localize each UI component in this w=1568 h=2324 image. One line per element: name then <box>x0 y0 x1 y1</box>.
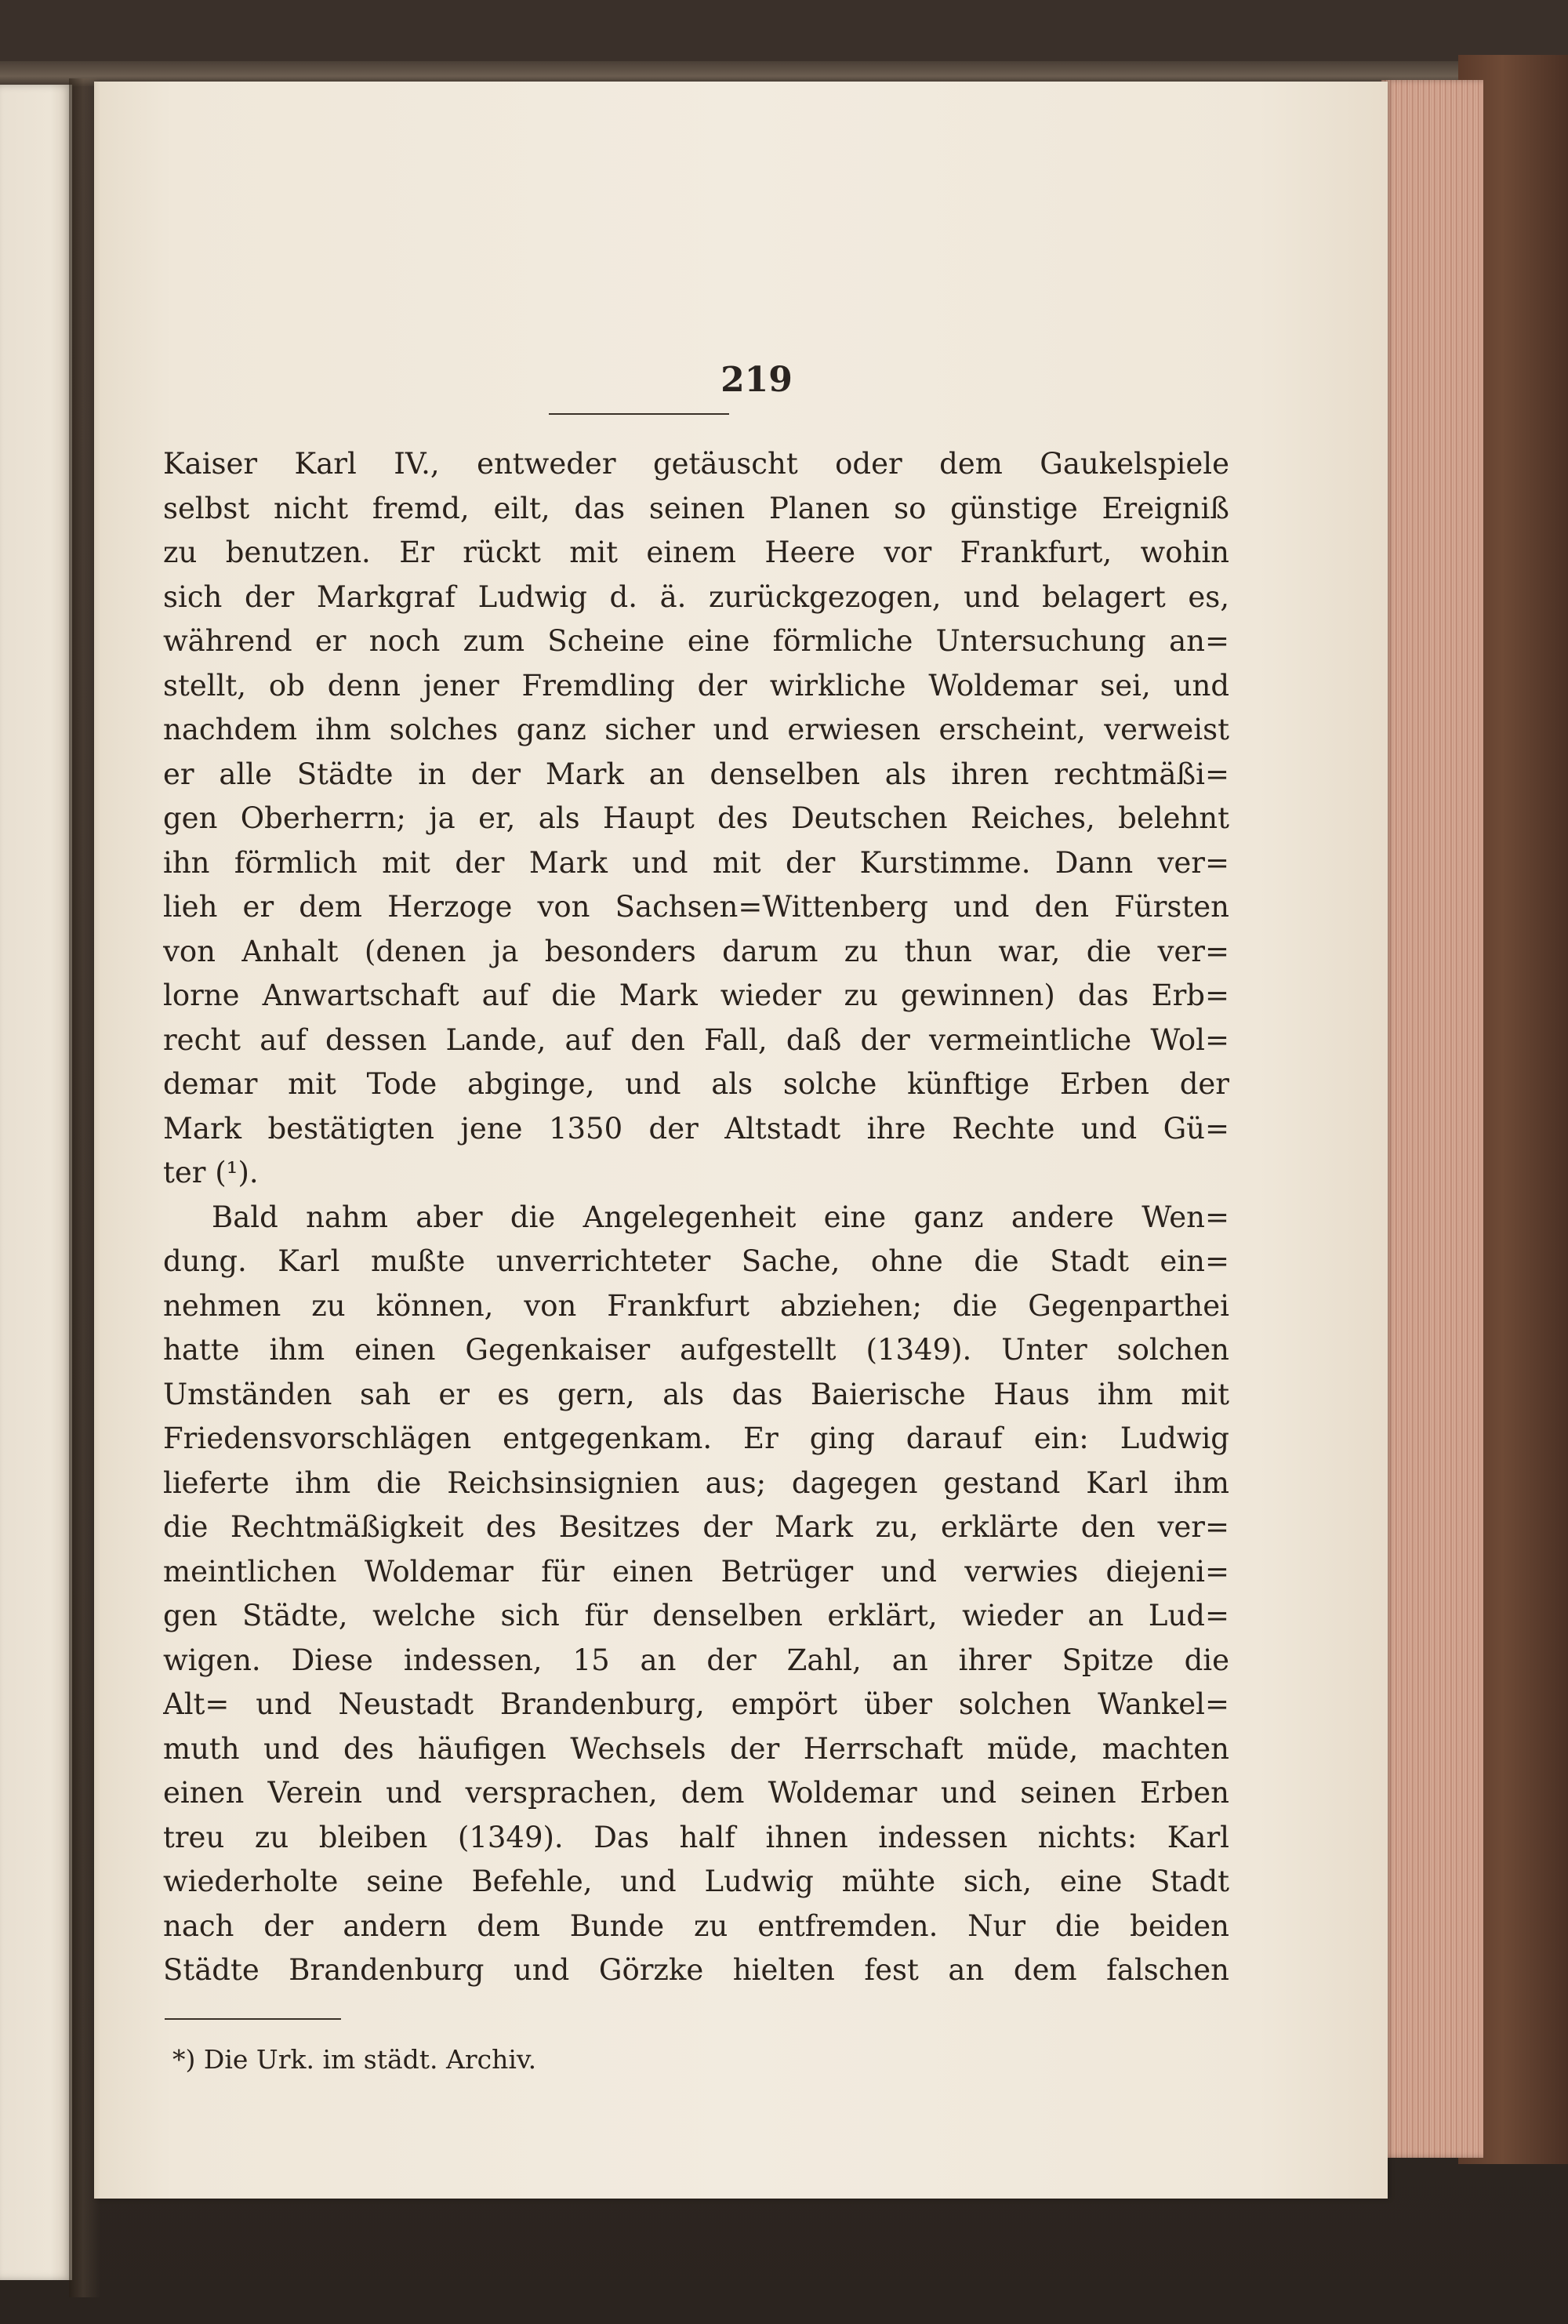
text-line: die Rechtmäßigkeit des Besitzes der Mark zu, erklärte den ver= <box>163 1510 1229 1544</box>
page-number: 219 <box>720 360 793 400</box>
text-line: Bald nahm aber die Angelegenheit eine ganz andere Wen= <box>212 1200 1229 1234</box>
footnote-rule <box>165 2018 341 2020</box>
footnote: *) Die Urk. im städt. Archiv. <box>172 2044 537 2075</box>
text-line: gen Oberherrn; ja er, als Haupt des Deutschen Reiches, belehnt <box>163 801 1229 835</box>
text-line: einen Verein und versprachen, dem Woldemar und seinen Erben <box>163 1776 1229 1810</box>
text-line: lieferte ihm die Reichsinsignien aus; dagegen gestand Karl ihm <box>163 1465 1229 1500</box>
text-line: dung. Karl mußte unverrichteter Sache, ohne die Stadt ein= <box>163 1244 1229 1278</box>
text-line: Mark bestätigten jene 1350 der Altstadt ihre Rechte und Gü= <box>163 1111 1229 1146</box>
text-line: während er noch zum Scheine eine förmliche Untersuchung an= <box>163 624 1229 658</box>
text-line: ihn förmlich mit der Mark und mit der Kurstimme. Dann ver= <box>163 845 1229 880</box>
text-line: nachdem ihm solches ganz sicher und erwiesen erscheint, verweist <box>163 713 1229 746</box>
text-line: zu benutzen. Er rückt mit einem Heere vor Frankfurt, wohin <box>163 536 1229 569</box>
text-line: treu zu bleiben (1349). Das half ihnen indessen nichts: Karl <box>163 1820 1229 1854</box>
text-line: nehmen zu können, von Frankfurt abziehen; die Gegenparthei <box>163 1288 1229 1323</box>
gutter-shadow <box>69 78 100 2297</box>
text-line: gen Städte, welche sich für denselben erklärt, wieder an Lud= <box>163 1599 1229 1632</box>
text-line: sich der Markgraf Ludwig d. ä. zurückgezogen, und belagert es, <box>163 579 1229 614</box>
body-text <box>163 442 1229 1993</box>
text-line: ter (¹). <box>163 1156 259 1189</box>
text-line: nach der andern dem Bunde zu entfremden. Nur die beiden <box>163 1908 1229 1943</box>
left-facing-page <box>0 85 72 2280</box>
text-line: von Anhalt (denen ja besonders darum zu thun war, die ver= <box>163 934 1229 968</box>
text-line: hatte ihm einen Gegenkaiser aufgestellt (1349). Unter solchen <box>163 1333 1229 1367</box>
text-line: lorne Anwartschaft auf die Mark wieder zu gewinnen) das Erb= <box>163 979 1229 1012</box>
text-line: wigen. Diese indessen, 15 an der Zahl, an ihrer Spitze die <box>163 1643 1229 1677</box>
text-line: meintlichen Woldemar für einen Betrüger und verwies diejeni= <box>163 1554 1229 1589</box>
text-line: recht auf dessen Lande, auf den Fall, daß der vermeintliche Wol= <box>163 1022 1229 1057</box>
text-line: Friedensvorschlägen entgegenkam. Er ging darauf ein: Ludwig <box>163 1422 1229 1455</box>
text-line: selbst nicht fremd, eilt, das seinen Planen so günstige Ereigniß <box>163 491 1229 525</box>
book-page <box>94 82 1388 2199</box>
text-line: Städte Brandenburg und Görzke hielten fest an dem falschen <box>163 1953 1229 1987</box>
text-line: lieh er dem Herzoge von Sachsen=Wittenberg und den Fürsten <box>163 890 1229 924</box>
text-line: Alt= und Neustadt Brandenburg, empört über solchen Wankel= <box>163 1687 1229 1721</box>
text-line: wiederholte seine Befehle, und Ludwig mühte sich, eine Stadt <box>163 1865 1229 1898</box>
text-line: stellt, ob denn jener Fremdling der wirkliche Woldemar sei, und <box>163 668 1229 703</box>
text-line: muth und des häufigen Wechsels der Herrschaft müde, machten <box>163 1731 1229 1766</box>
page-number-rule <box>549 413 729 415</box>
page-fore-edge <box>1381 80 1483 2158</box>
text-line: er alle Städte in der Mark an denselben als ihren rechtmäßi= <box>163 757 1229 791</box>
text-line: Umständen sah er es gern, als das Baierische Haus ihm mit <box>163 1377 1229 1411</box>
text-line: demar mit Tode abginge, und als solche künftige Erben der <box>163 1067 1229 1101</box>
text-line: Kaiser Karl IV., entweder getäuscht oder dem Gaukelspiele <box>163 447 1229 481</box>
